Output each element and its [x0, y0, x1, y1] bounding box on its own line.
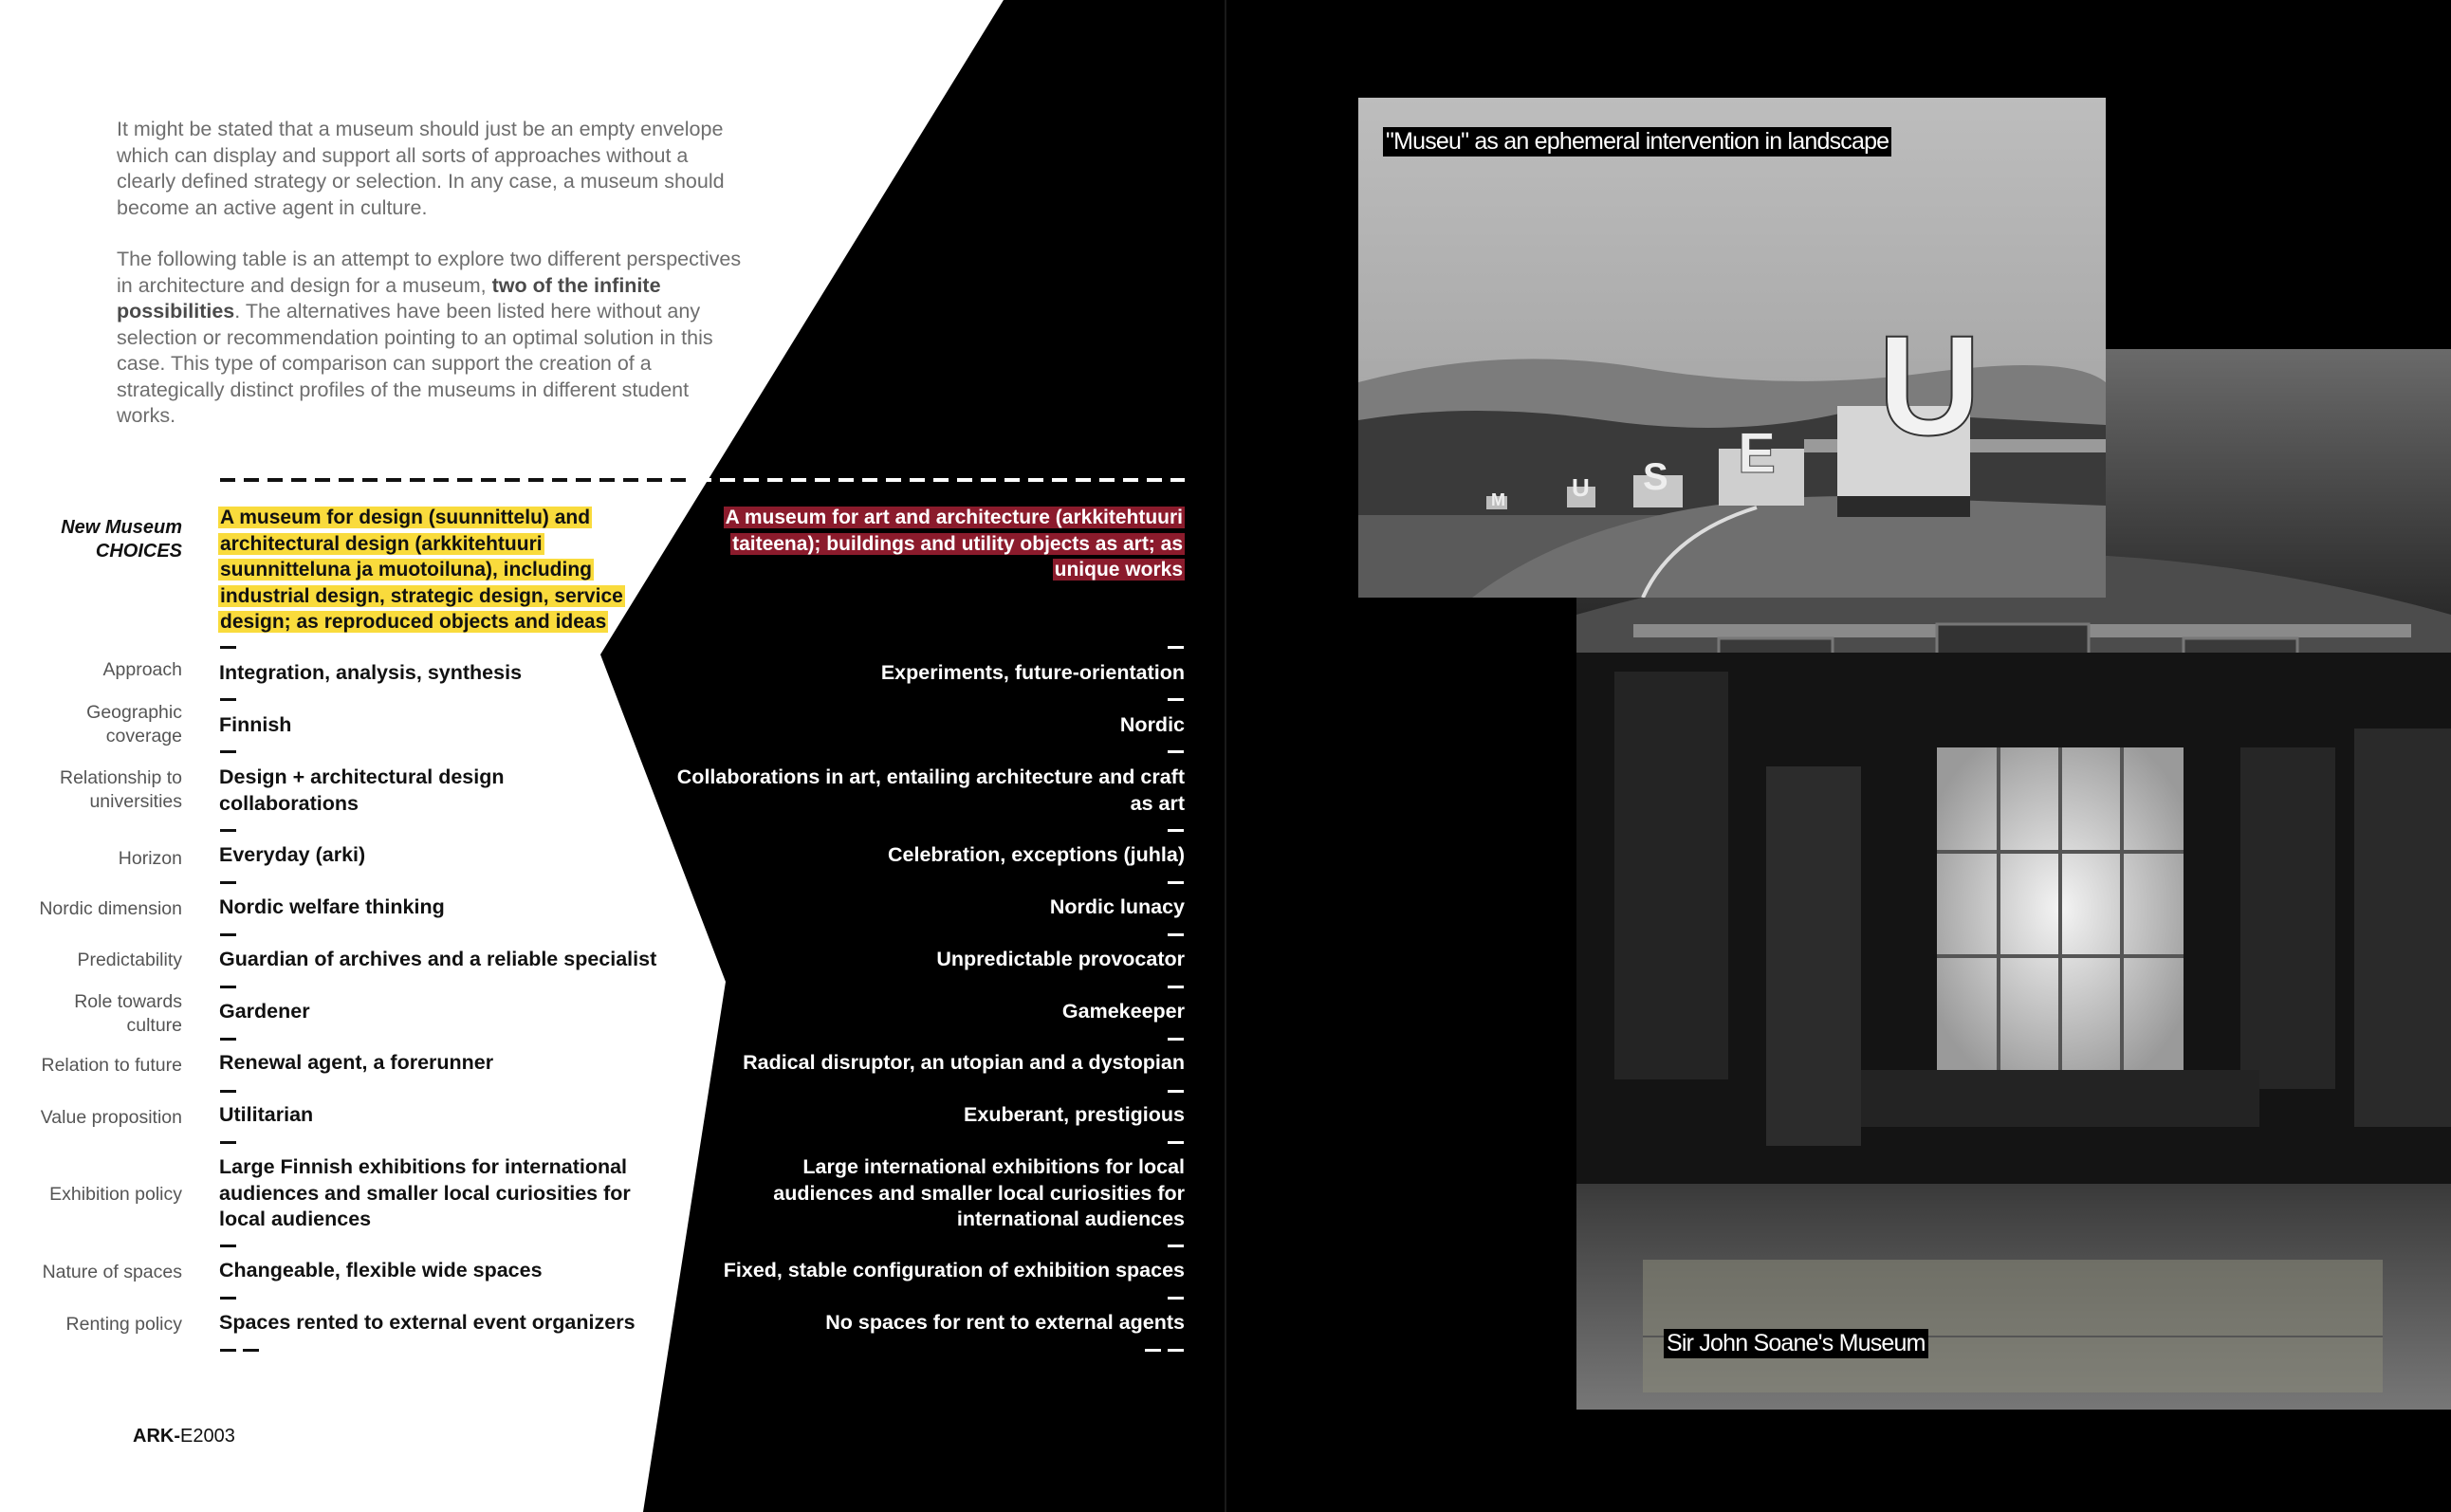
row-label: Value proposition — [40, 1107, 182, 1128]
row-left-value: Large Finnish exhibitions for international audiences and smaller local curiosities for local audiences — [219, 1155, 631, 1230]
row-right-value: Nordic lunacy — [1049, 895, 1185, 918]
row-divider — [220, 1090, 236, 1093]
row-divider — [1145, 1349, 1161, 1352]
row-divider — [1168, 829, 1184, 832]
row-left-value: Gardener — [219, 1000, 310, 1023]
row-label: Predictability — [77, 950, 182, 970]
row-divider — [1168, 1245, 1184, 1247]
museu-truck-letters — [1358, 98, 2106, 598]
row-right-value: Exuberant, prestigious — [964, 1103, 1185, 1126]
row-label: Nature of spaces — [42, 1262, 182, 1282]
row-divider — [220, 750, 236, 753]
soane-photo-caption: Sir John Soane's Museum — [1664, 1329, 1928, 1358]
row-label: Relationship to universities — [60, 767, 182, 812]
intro-paragraph: It might be stated that a museum should just be an empty envelope which can display and support all sorts of approaches without a clearly defined strategy or selection. In any case, a museum should become an active agent in culture. — [117, 118, 725, 219]
row-divider — [220, 1297, 236, 1300]
row-label: Relation to future — [41, 1055, 182, 1076]
row-divider — [220, 1349, 236, 1352]
row-right-value: Fixed, stable configuration of exhibition spaces — [723, 1259, 1185, 1282]
row-right-value: No spaces for rent to external agents — [825, 1311, 1185, 1334]
row-left-value: Design + architectural design collaborations — [219, 765, 505, 815]
choice-art-museum: A museum for art and architecture (arkkitehtuuri taiteena); buildings and utility objects as art; as unique works — [725, 507, 1183, 581]
row-right-value: Celebration, exceptions (juhla) — [888, 843, 1185, 866]
course-code: ARK-E2003 — [133, 1426, 235, 1447]
row-left-value: Spaces rented to external event organizers — [219, 1311, 636, 1334]
row-divider — [1168, 750, 1184, 753]
row-label: Renting policy — [65, 1314, 182, 1335]
row-divider — [1168, 1090, 1184, 1093]
row-divider — [1168, 1349, 1184, 1352]
row-label: Horizon — [118, 848, 182, 869]
truck-letter: U — [1878, 305, 1981, 465]
row-divider — [243, 1349, 259, 1352]
row-left-value: Utilitarian — [219, 1103, 314, 1126]
row-left-value: Integration, analysis, synthesis — [219, 661, 523, 684]
row-divider — [1168, 1141, 1184, 1144]
row-divider — [220, 933, 236, 936]
row-right-value: Collaborations in art, entailing architecture and craft as art — [676, 765, 1185, 815]
table-top-divider — [220, 478, 687, 482]
row-left-value: Everyday (arki) — [219, 843, 366, 866]
row-divider — [220, 986, 236, 988]
truck-letter: E — [1738, 421, 1777, 485]
truck-letter: S — [1643, 456, 1668, 498]
row-right-value: Large international exhibitions for local audiences and smaller local curiosities for international audiences — [773, 1155, 1185, 1230]
row-divider — [1168, 986, 1184, 988]
row-divider — [1168, 646, 1184, 649]
row-left-value: Guardian of archives and a reliable specialist — [219, 948, 657, 970]
row-left-value: Nordic welfare thinking — [219, 895, 445, 918]
row-divider — [1168, 698, 1184, 701]
row-right-value: Unpredictable provocator — [936, 948, 1185, 970]
row-right-value: Radical disruptor, an utopian and a dystopian — [743, 1051, 1185, 1074]
row-divider — [220, 646, 236, 649]
row-right-value: Gamekeeper — [1061, 1000, 1185, 1023]
row-divider — [220, 1038, 236, 1041]
row-divider — [1168, 933, 1184, 936]
row-divider — [220, 698, 236, 701]
row-divider — [1168, 881, 1184, 884]
truck-letter: U — [1572, 473, 1590, 502]
row-right-value: Experiments, future-orientation — [880, 661, 1185, 684]
row-left-value: Finnish — [219, 713, 292, 736]
row-divider — [1168, 1038, 1184, 1041]
row-label: Geographic coverage — [86, 702, 182, 747]
row-divider — [1168, 1297, 1184, 1300]
row-divider — [220, 1141, 236, 1144]
choice-design-museum: A museum for design (suunnittelu) and architectural design (arkkitehtuuri suunnitteluna ja muotoiluna), including industrial design, strategic design, service design; as reproduced objects and ideas — [220, 507, 623, 633]
table-top-divider — [696, 478, 1185, 482]
choices-label: New Museum CHOICES — [61, 517, 182, 562]
museu-photo-caption: "Museu" as an ephemeral intervention in landscape — [1383, 127, 1891, 157]
intro-paragraph: The following table is an attempt to explore two different perspectives in architecture and design for a museum, two of the infinite possibilities. The alternatives have been listed here without any selection or recommendation pointing to an optimal solution in this case. This type of comparison can support the creation of a strategically distinct profiles of the museums in different student works. — [117, 248, 742, 427]
row-label: Approach — [102, 659, 182, 680]
row-label: Role towards culture — [74, 991, 182, 1036]
row-left-value: Renewal agent, a forerunner — [219, 1051, 494, 1074]
row-divider — [220, 1245, 236, 1247]
truck-letter: M — [1491, 490, 1505, 509]
row-label: Nordic dimension — [39, 898, 182, 919]
row-left-value: Changeable, flexible wide spaces — [219, 1259, 543, 1282]
row-label: Exhibition policy — [49, 1184, 182, 1205]
row-right-value: Nordic — [1119, 713, 1185, 736]
row-divider — [220, 881, 236, 884]
row-divider — [220, 829, 236, 832]
